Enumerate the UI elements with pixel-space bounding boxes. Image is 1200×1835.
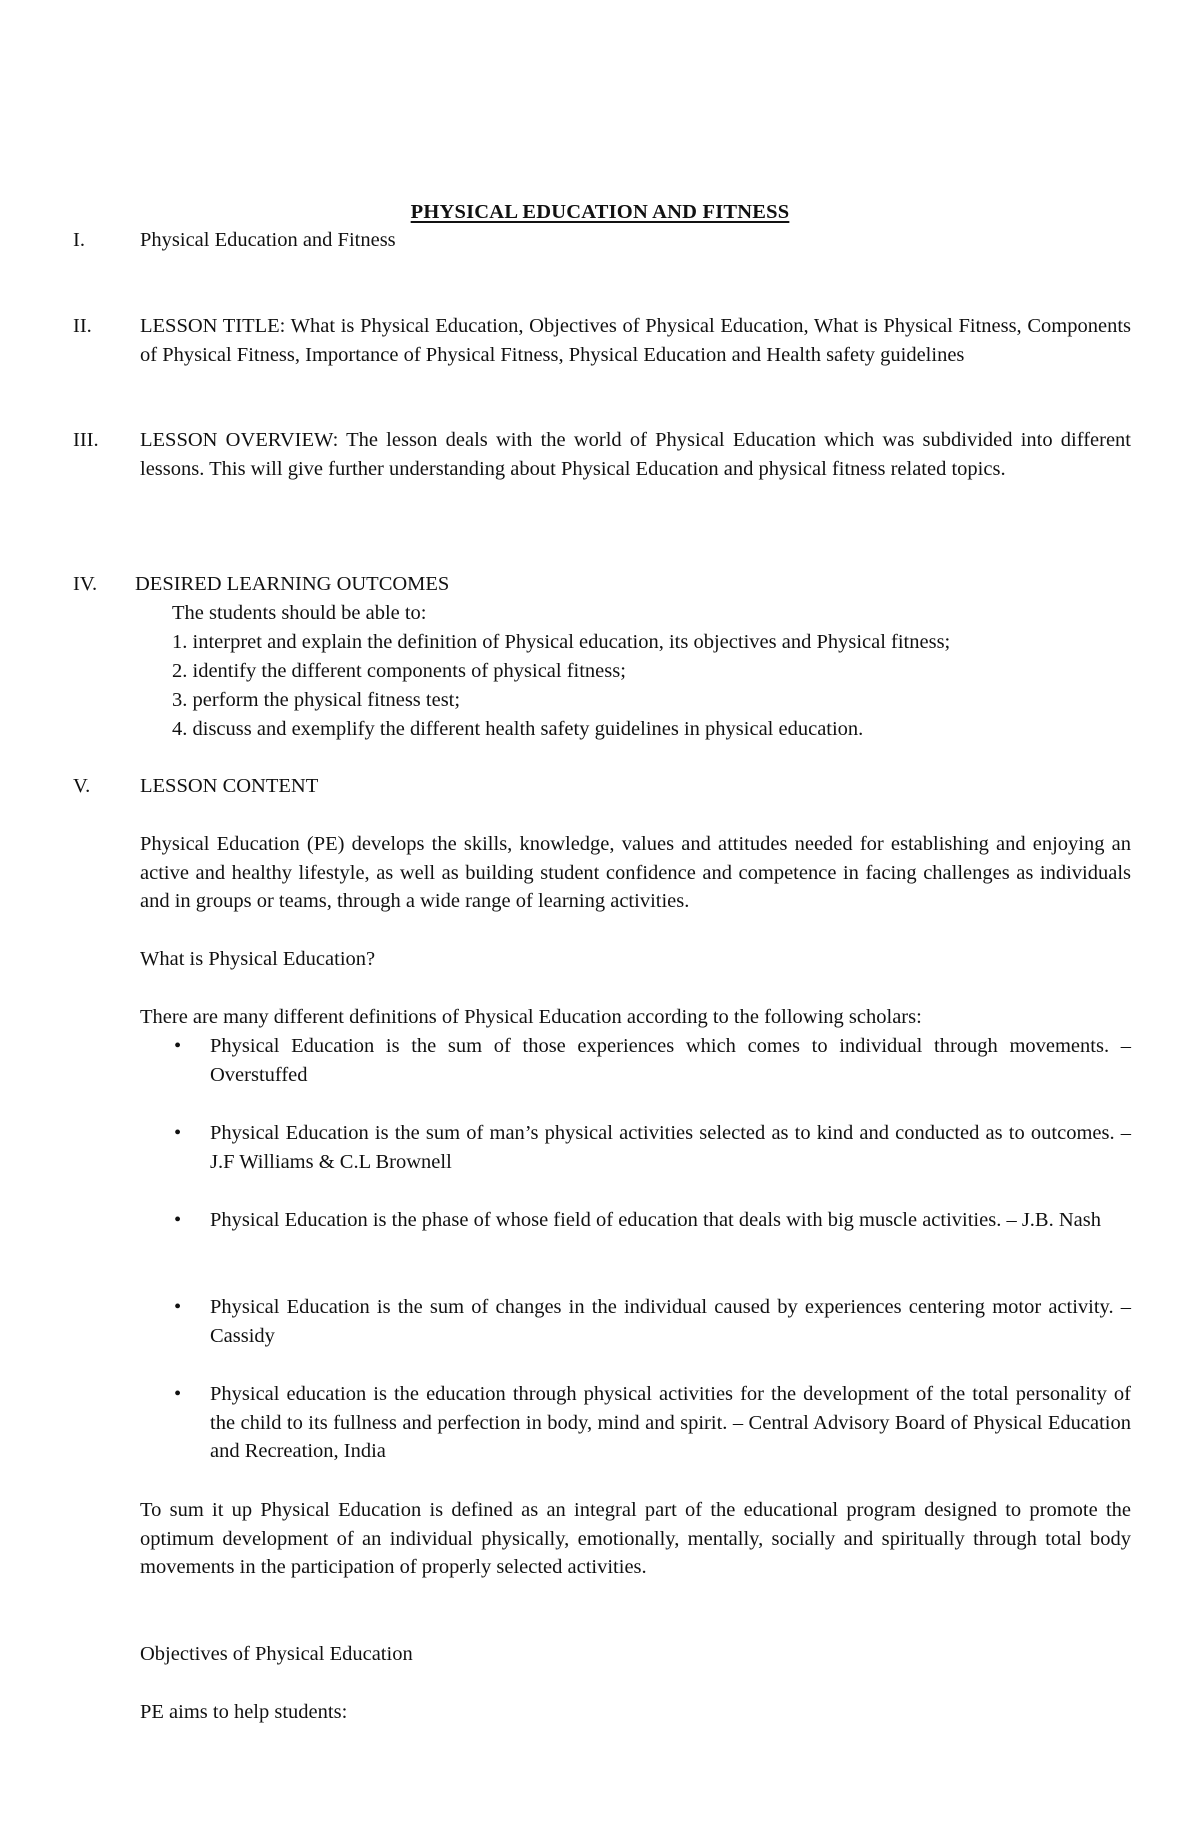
section-text-4: DESIRED LEARNING OUTCOMES [135,573,450,595]
section-numeral-2: II. [73,315,92,337]
definition-item-4: Physical Education is the sum of changes in the individual caused by experiences centering motor activity. – Cassidy [210,1296,1131,1347]
outcomes-intro: The students should be able to: [172,602,427,624]
objectives-heading: Objectives of Physical Education [140,1643,413,1665]
bullet-marker: • [174,1209,182,1231]
definition-item-1: Physical Education is the sum of those experiences which comes to individual through movements. – Overstuffed [210,1035,1131,1086]
content-intro-paragraph: Physical Education (PE) develops the skills, knowledge, values and attitudes needed for establishing and enjoying an active and healthy lifestyle, as well as building student confidence and competence in facing challenges as individuals and in groups or teams, through a wide range of learning activities. [140,833,1131,912]
section-numeral-4: IV. [73,573,98,595]
bullet-marker: • [174,1035,182,1057]
section-text-5: LESSON CONTENT [140,775,319,797]
definitions-intro: There are many different definitions of Physical Education according to the following scholars: [140,1006,922,1028]
bullet-marker: • [174,1383,182,1405]
objectives-intro: PE aims to help students: [140,1701,348,1723]
summary-paragraph: To sum it up Physical Education is defined as an integral part of the educational program designed to promote the optimum development of an individual physically, emotionally, mentally, socially and spiritually through total body movements in the participation of properly selected activities. [140,1499,1131,1578]
outcome-item-1: 1. interpret and explain the definition of Physical education, its objectives and Physical fitness; [172,631,951,653]
section-text-1: Physical Education and Fitness [140,229,396,251]
document-title: PHYSICAL EDUCATION AND FITNESS [410,201,790,223]
section-text-3: LESSON OVERVIEW: The lesson deals with the world of Physical Education which was subdivided into different lessons. This will give further understanding about Physical Education and physical fitness related topics. [140,429,1131,480]
bullet-marker: • [174,1296,182,1318]
outcome-item-3: 3. perform the physical fitness test; [172,689,461,711]
definition-item-5: Physical education is the education through physical activities for the development of the total personality of the child to its fullness and perfection in body, mind and spirit. – Central Advisory Board of Physical Education and Recreation, India [210,1383,1131,1462]
section-numeral-1: I. [73,229,85,251]
section-numeral-3: III. [73,429,99,451]
definition-item-2: Physical Education is the sum of man’s physical activities selected as to kind and conducted as to outcomes. – J.F Williams & C.L Brownell [210,1122,1131,1173]
outcome-item-4: 4. discuss and exemplify the different health safety guidelines in physical education. [172,718,864,740]
section-text-2: LESSON TITLE: What is Physical Education, Objectives of Physical Education, What is Physical Fitness, Components of Physical Fitness, Importance of Physical Fitness, Physical Education and Health safety guidelines [140,315,1131,366]
section-numeral-5: V. [73,775,91,797]
definition-item-3: Physical Education is the phase of whose field of education that deals with big muscle activities. – J.B. Nash [210,1209,1101,1231]
outcome-item-2: 2. identify the different components of physical fitness; [172,660,626,682]
content-question: What is Physical Education? [140,948,376,970]
bullet-marker: • [174,1122,182,1144]
